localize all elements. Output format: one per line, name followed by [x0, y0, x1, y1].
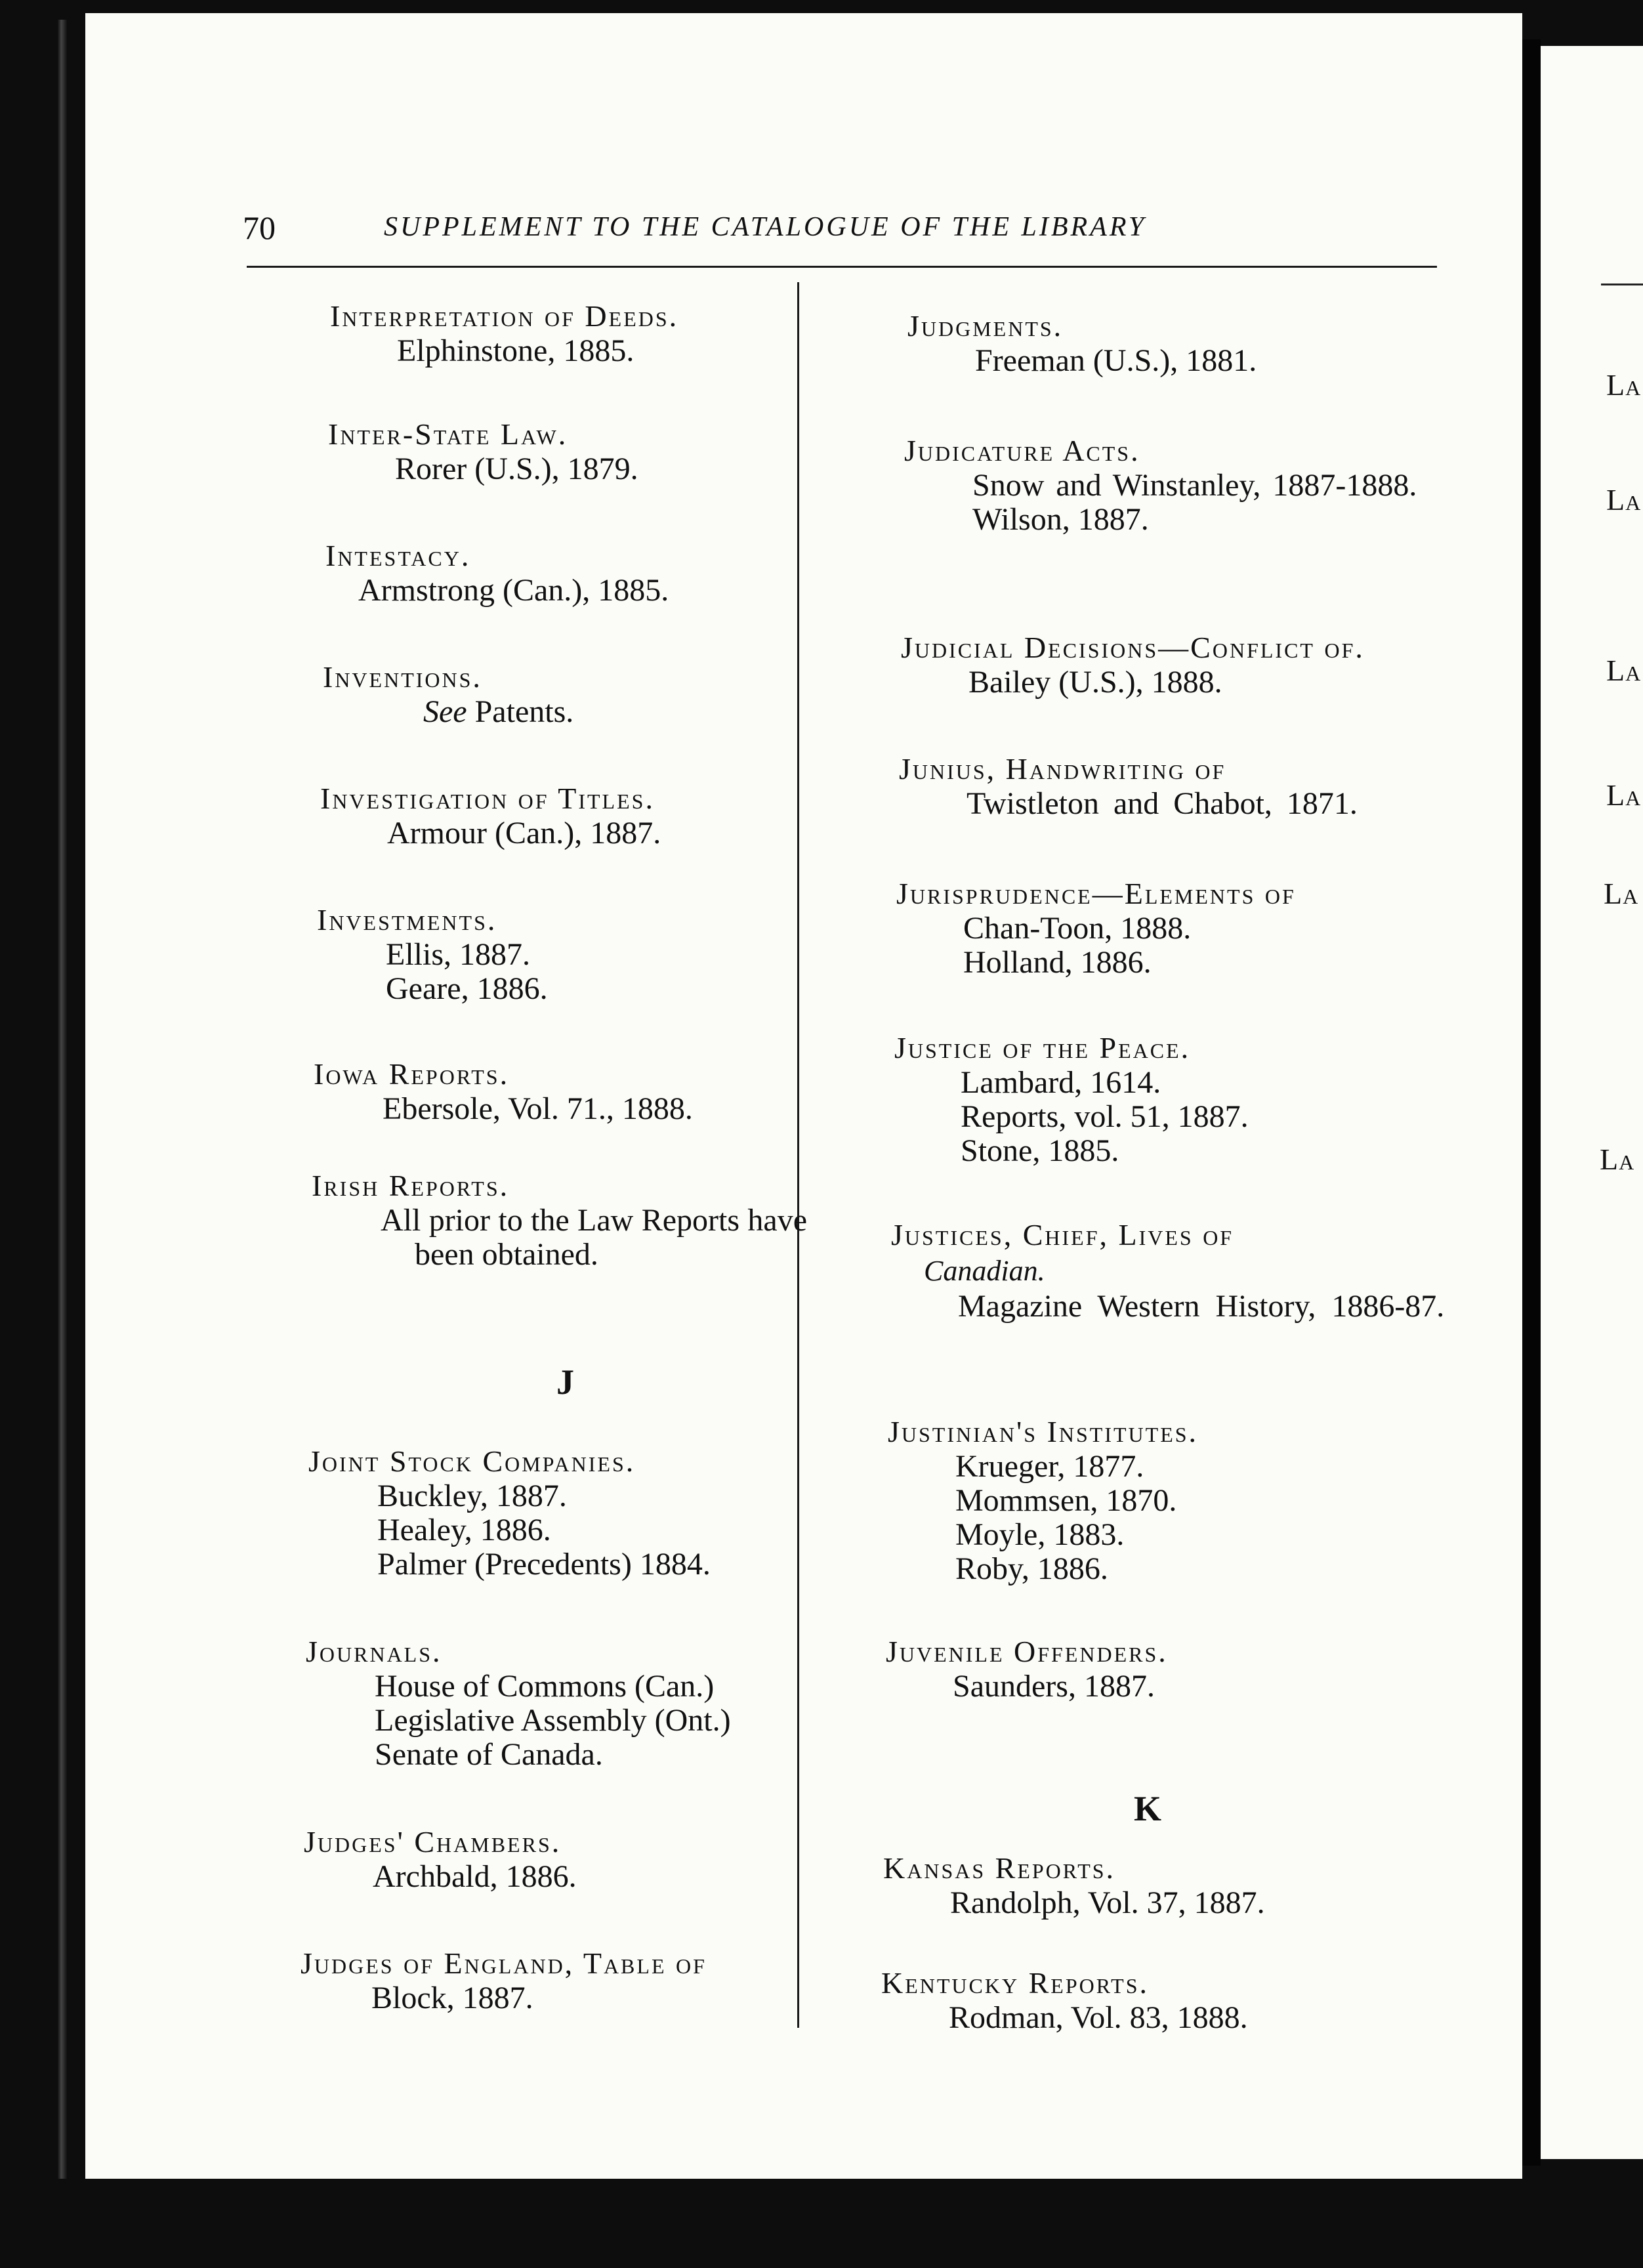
entry-heading: Jurisprudence—Elements of	[896, 877, 1296, 910]
entry-heading: Inventions.	[323, 660, 482, 694]
section-letter-j: J	[556, 1362, 574, 1402]
entry-heading: Junius, Handwriting of	[899, 752, 1226, 786]
running-head: SUPPLEMENT TO THE CATALOGUE OF THE LIBRARY	[384, 212, 1147, 242]
entry-heading: Judges' Chambers.	[304, 1825, 562, 1858]
entry-reference: Elphinstone, 1885.	[397, 333, 634, 368]
index-entry	[228, 1634, 780, 1772]
entry-reference: Snow and Winstanley, 1887-1888.	[972, 468, 1417, 503]
entry-reference: Rorer (U.S.), 1879.	[395, 452, 638, 486]
entry-reference: Healey, 1886.	[377, 1513, 551, 1547]
entry-reference: Stone, 1885.	[961, 1133, 1119, 1168]
entry-heading: Investments.	[317, 903, 497, 936]
entry-heading: Judges of England, Table of	[301, 1946, 707, 1980]
entry-reference: Geare, 1886.	[386, 971, 548, 1006]
entry-reference: Archbald, 1886.	[373, 1859, 577, 1894]
index-entry	[799, 1217, 1455, 1324]
index-entry	[228, 299, 780, 368]
entry-reference: Roby, 1886.	[955, 1551, 1108, 1586]
entry-heading: Judicature Acts.	[904, 434, 1140, 467]
page-header	[243, 209, 1437, 255]
index-entry	[228, 1168, 807, 1272]
entry-heading: Journals.	[306, 1635, 442, 1668]
entry-reference: Moyle, 1883.	[955, 1517, 1125, 1552]
index-entry	[799, 876, 1455, 980]
see-target: Patents.	[474, 694, 574, 729]
entry-reference: Senate of Canada.	[375, 1737, 603, 1772]
page-gutter	[1522, 39, 1541, 2166]
header-rule	[247, 266, 1437, 268]
entry-reference: Magazine Western History, 1886-87.	[958, 1289, 1445, 1324]
entry-heading: Iowa Reports.	[314, 1057, 510, 1091]
entry-reference: Mommsen, 1870.	[955, 1483, 1177, 1518]
facing-page-fragment: La	[1606, 778, 1642, 812]
entry-heading: Intestacy.	[325, 539, 471, 572]
entry-reference: Randolph, Vol. 37, 1887.	[950, 1885, 1265, 1920]
entry-subheading: Canadian.	[924, 1255, 1045, 1287]
see-prefix: See	[423, 694, 467, 729]
entry-reference: Block, 1887.	[371, 1981, 533, 2015]
book-spine-shadow	[58, 20, 67, 2179]
index-entry	[799, 1414, 1455, 1586]
entry-reference: Twistleton and Chabot, 1871.	[967, 786, 1358, 821]
entry-reference: Holland, 1886.	[963, 945, 1152, 980]
entry-reference: Armour (Can.), 1887.	[387, 816, 661, 850]
facing-page-edge	[1541, 46, 1643, 2159]
entry-reference: Rodman, Vol. 83, 1888.	[949, 2000, 1248, 2035]
entry-heading: Interpretation of Deeds.	[330, 299, 679, 333]
entry-reference: Bailey (U.S.), 1888.	[968, 665, 1222, 700]
index-entry	[228, 902, 780, 1006]
cross-reference	[423, 695, 780, 729]
entry-reference: Saunders, 1887.	[953, 1669, 1155, 1704]
scan-bottom-border	[0, 2179, 1643, 2268]
entry-heading: Investigation of Titles.	[320, 782, 655, 815]
entry-reference: Lambard, 1614.	[961, 1065, 1161, 1100]
index-entry	[799, 1030, 1455, 1168]
entry-reference: Armstrong (Can.), 1885.	[358, 573, 669, 608]
index-entry	[799, 751, 1455, 821]
index-entry	[228, 1946, 780, 2015]
index-entry	[799, 1965, 1455, 2035]
section-letter-k: K	[1134, 1789, 1162, 1828]
entry-heading: Justices, Chief, Lives of	[891, 1218, 1234, 1251]
facing-page-fragment: La	[1606, 654, 1642, 687]
entry-reference: Reports, vol. 51, 1887.	[961, 1099, 1249, 1134]
facing-page-header-rule	[1601, 284, 1643, 285]
facing-page-fragment: La	[1606, 483, 1642, 516]
index-entry	[799, 308, 1455, 378]
index-entry	[799, 630, 1455, 700]
entry-reference: Legislative Assembly (Ont.)	[375, 1703, 731, 1738]
entry-reference: Chan-Toon, 1888.	[963, 911, 1192, 946]
index-entry	[228, 781, 780, 850]
index-entry	[228, 538, 780, 608]
index-entry	[228, 1444, 780, 1582]
entry-reference: House of Commons (Can.)	[375, 1669, 715, 1704]
entry-reference: Palmer (Precedents) 1884.	[377, 1547, 711, 1582]
facing-page-fragment: La	[1606, 368, 1642, 402]
entry-heading: Irish Reports.	[312, 1169, 510, 1202]
entry-reference: Ellis, 1887.	[386, 937, 531, 972]
index-entry	[799, 433, 1455, 537]
entry-reference: Krueger, 1877.	[955, 1449, 1144, 1484]
index-entry	[799, 1851, 1455, 1920]
facing-page-fragment: La	[1604, 877, 1639, 910]
entry-reference: Freeman (U.S.), 1881.	[975, 343, 1257, 378]
entry-heading: Kentucky Reports.	[881, 1966, 1149, 2000]
entry-heading: Justinian's Institutes.	[888, 1415, 1199, 1448]
index-entry	[228, 417, 780, 486]
page-number: 70	[243, 209, 276, 246]
entry-heading: Inter-State Law.	[328, 417, 568, 451]
entry-reference: Wilson, 1887.	[972, 502, 1149, 537]
index-entry	[228, 1057, 780, 1126]
entry-reference: All prior to the Law Reports have been obtained.	[381, 1203, 807, 1272]
entry-reference: Buckley, 1887.	[377, 1479, 567, 1513]
entry-heading: Joint Stock Companies.	[308, 1444, 636, 1478]
entry-heading: Juvenile Offenders.	[886, 1635, 1168, 1668]
entry-heading: Judicial Decisions—Conflict of.	[901, 631, 1365, 664]
entry-heading: Judgments.	[907, 309, 1064, 343]
index-entry	[228, 1824, 780, 1894]
entry-reference: Ebersole, Vol. 71., 1888.	[383, 1091, 693, 1126]
facing-page-fragment: La	[1600, 1143, 1635, 1176]
index-entry	[228, 660, 780, 729]
index-entry	[799, 1634, 1455, 1704]
entry-heading: Kansas Reports.	[883, 1851, 1116, 1885]
entry-heading: Justice of the Peace.	[894, 1031, 1191, 1064]
